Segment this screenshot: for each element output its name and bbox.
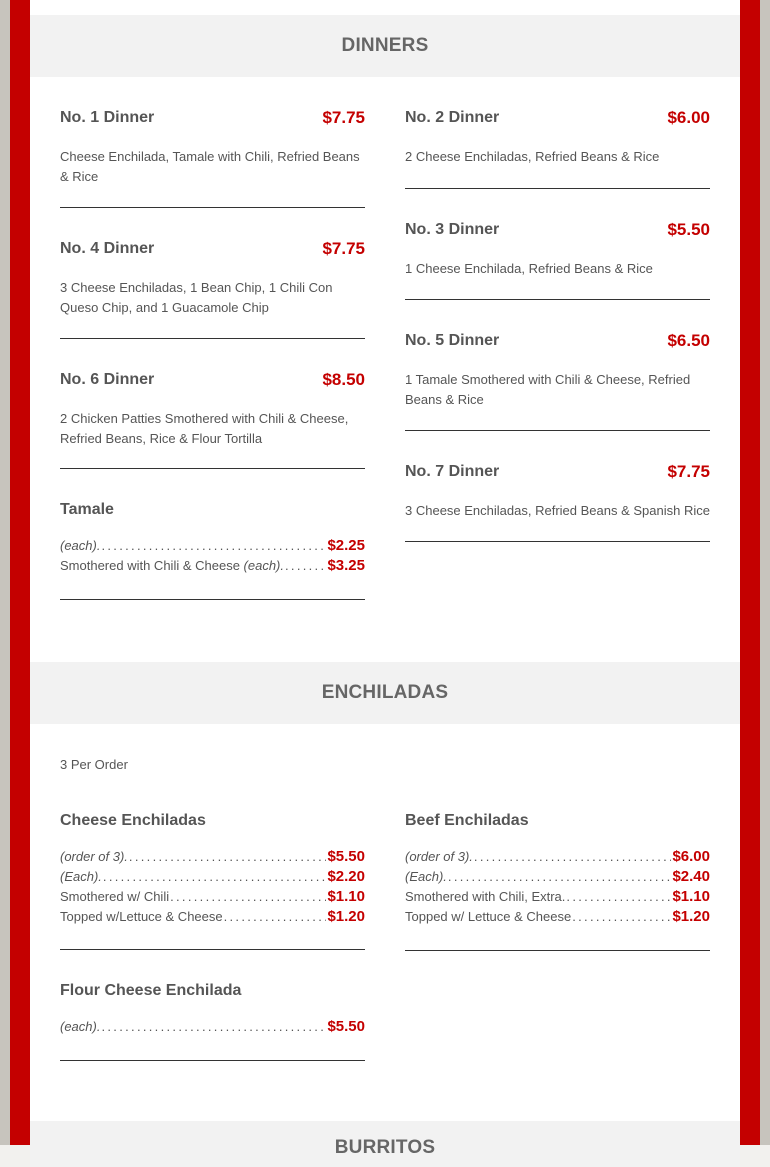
price-row: Smothered with Chili & Cheese (each). ..... $3.25 [60, 557, 365, 577]
price-row: Topped w/ Lettuce & Cheese ..... $1.20 [405, 908, 710, 928]
price-row: (Each). ..... $2.40 [405, 868, 710, 888]
dinners-left-column [60, 106, 365, 600]
item-price: $6.00 [667, 108, 710, 127]
row-price: $3.25 [327, 557, 365, 574]
item-price: $8.50 [322, 370, 365, 389]
menu-item-dinner-3 [405, 218, 710, 300]
price-row: (each). ..... $2.25 [60, 537, 365, 557]
row-price: $6.00 [672, 848, 710, 865]
section-header-enchiladas: ENCHILADAS [30, 662, 740, 724]
price-row: (order of 3). ..... $5.50 [60, 848, 365, 868]
section-header-dinners: DINNERS [30, 15, 740, 77]
row-price: $2.20 [327, 868, 365, 885]
row-price: $1.20 [327, 908, 365, 925]
item-description: Cheese Enchilada, Tamale with Chili, Refried Beans & Rice [60, 149, 360, 184]
item-description: 3 Cheese Enchiladas, 1 Bean Chip, 1 Chili Con Queso Chip, and 1 Guacamole Chip [60, 280, 333, 315]
item-description: 2 Cheese Enchiladas, Refried Beans & Rice [405, 149, 660, 164]
item-price: $7.75 [322, 239, 365, 258]
price-row: Smothered with Chili, Extra. ..... $1.10 [405, 888, 710, 908]
menu-item-dinner-5 [405, 329, 710, 431]
item-description: 3 Cheese Enchiladas, Refried Beans & Spanish Rice [405, 503, 710, 518]
dinners-right-column [405, 106, 710, 542]
price-row: Smothered w/ Chili ..... $1.10 [60, 888, 365, 908]
menu-item-dinner-1 [60, 106, 365, 208]
menu-item-dinner-4 [60, 237, 365, 339]
item-name: No. 3 Dinner [405, 221, 500, 238]
item-price: $7.75 [322, 108, 365, 127]
item-description: 1 Cheese Enchilada, Refried Beans & Rice [405, 261, 653, 276]
item-description: 2 Chicken Patties Smothered with Chili & Cheese, Refried Beans, Rice & Flour Tortilla [60, 411, 349, 446]
row-price: $5.50 [327, 848, 365, 865]
enchiladas-right-column [405, 809, 710, 951]
page-edge-left [0, 0, 10, 1145]
menu-item-flour-cheese-enchilada [60, 979, 365, 1061]
item-name: No. 7 Dinner [405, 463, 500, 480]
price-row: (Each). ..... $2.20 [60, 868, 365, 888]
item-price: $5.50 [667, 220, 710, 239]
item-price: $7.75 [667, 462, 710, 481]
item-name: No. 6 Dinner [60, 371, 155, 388]
menu-item-dinner-6 [60, 368, 365, 469]
menu-item-dinner-2 [405, 106, 710, 189]
menu-item-tamale [60, 498, 365, 600]
page-edge-right [760, 0, 770, 1145]
row-price: $1.20 [672, 908, 710, 925]
item-price: $6.50 [667, 331, 710, 350]
red-border-left [10, 0, 30, 1145]
item-name: Flour Cheese Enchilada [60, 982, 242, 999]
item-name: Cheese Enchiladas [60, 812, 206, 829]
section-header-burritos: BURRITOS [30, 1121, 740, 1167]
row-price: $1.10 [327, 888, 365, 905]
row-price: $5.50 [327, 1018, 365, 1035]
item-name: Beef Enchiladas [405, 812, 529, 829]
item-name: Tamale [60, 501, 114, 518]
red-border-right [740, 0, 760, 1145]
menu-item-beef-enchiladas [405, 809, 710, 951]
enchiladas-note: 3 Per Order [60, 757, 128, 772]
price-row: (each). ..... $5.50 [60, 1018, 365, 1038]
row-price: $2.40 [672, 868, 710, 885]
item-description: 1 Tamale Smothered with Chili & Cheese, Refried Beans & Rice [405, 372, 691, 407]
item-name: No. 2 Dinner [405, 109, 500, 126]
price-row: (order of 3). ..... $6.00 [405, 848, 710, 868]
menu-page [30, 0, 740, 1158]
menu-item-cheese-enchiladas [60, 809, 365, 950]
item-name: No. 4 Dinner [60, 240, 155, 257]
item-name: No. 1 Dinner [60, 109, 155, 126]
item-name: No. 5 Dinner [405, 332, 500, 349]
menu-item-dinner-7 [405, 460, 710, 542]
enchiladas-left-column [60, 809, 365, 1061]
row-price: $2.25 [327, 537, 365, 554]
price-row: Topped w/Lettuce & Cheese ..... $1.20 [60, 908, 365, 928]
row-price: $1.10 [672, 888, 710, 905]
